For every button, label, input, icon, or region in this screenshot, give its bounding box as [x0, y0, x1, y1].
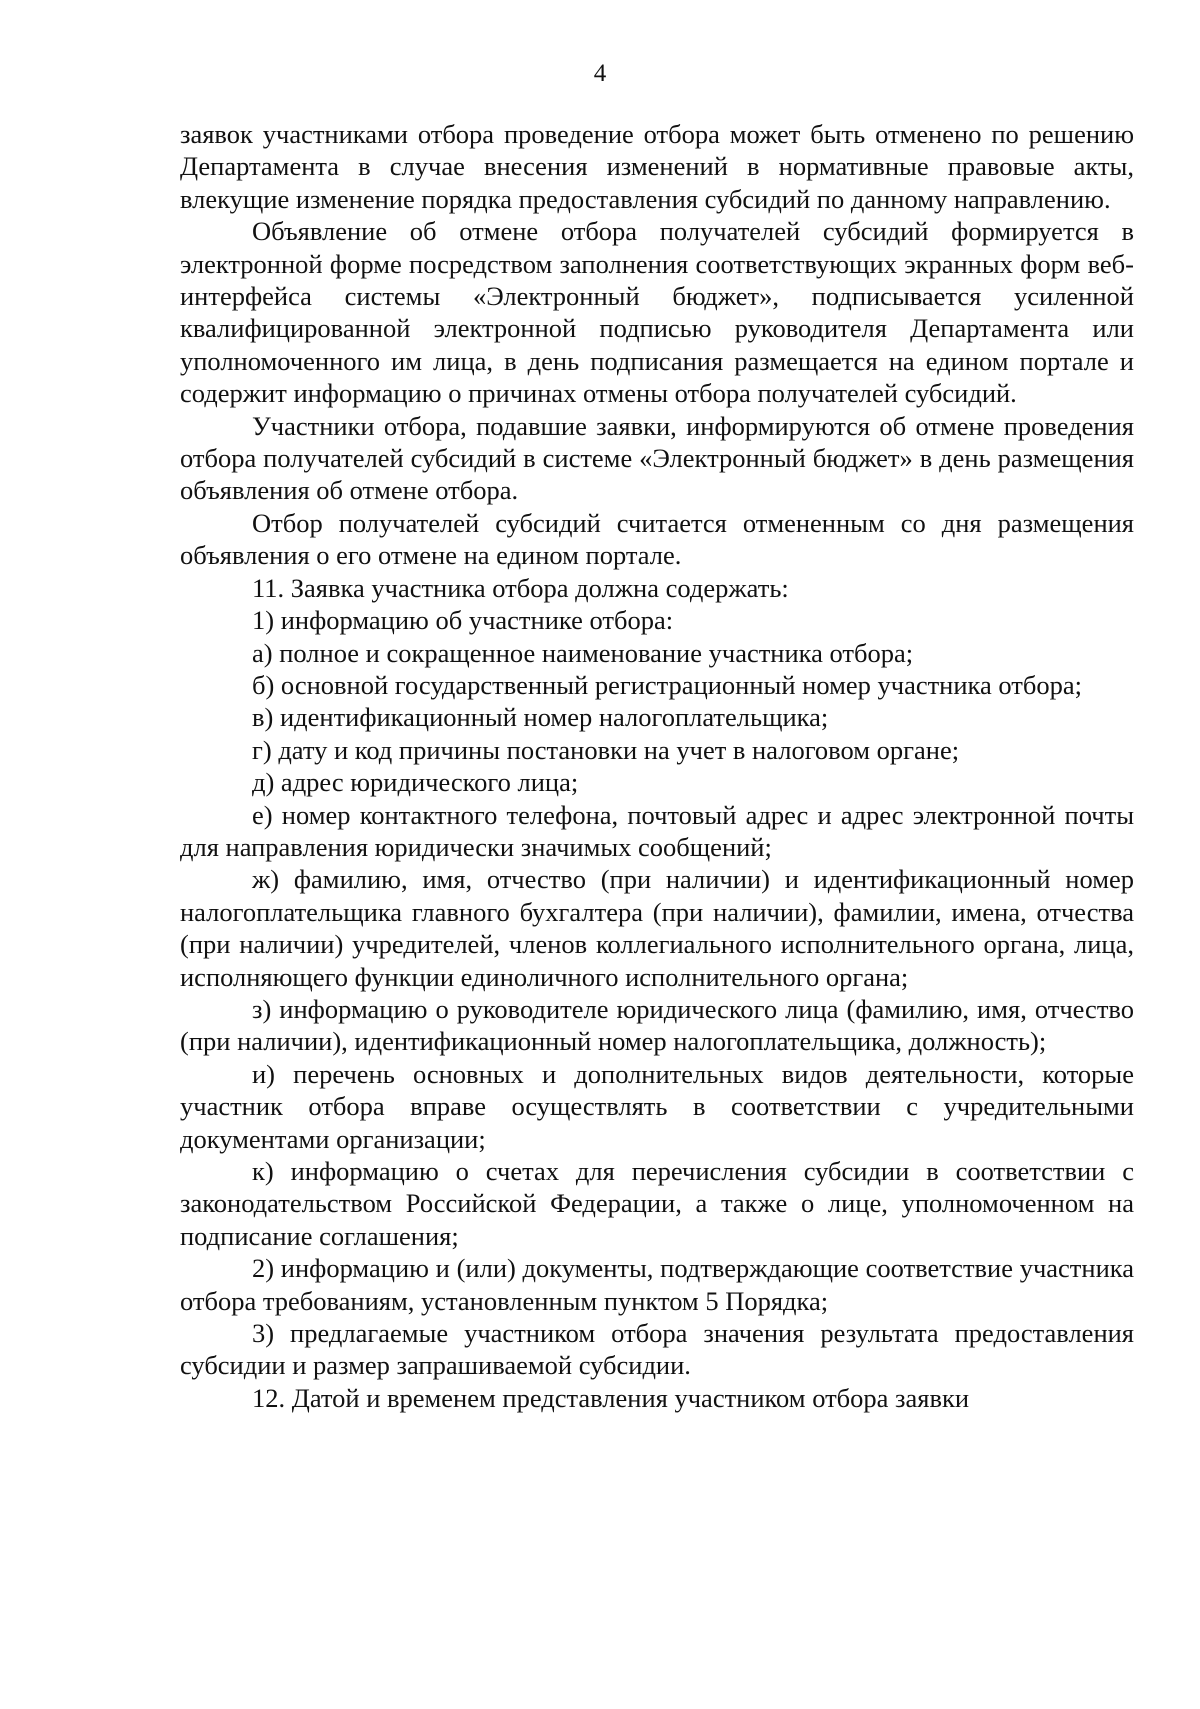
paragraph: е) номер контактного телефона, почтовый адрес и адрес электронной почты для направления юридически значимых сообщений;	[180, 799, 1134, 862]
paragraph: в) идентификационный номер налогоплательщика;	[252, 702, 829, 733]
paragraph: ж) фамилию, имя, отчество (при наличии) и идентификационный номер налогоплательщика главного бухгалтера (при наличии), фамилии, имена, отчества (при наличии) учредителей, членов коллегиального исполнительного органа, лица, исполняющего функции единоличного исполнительного органа;	[180, 864, 1134, 992]
paragraph: к) информацию о счетах для перечисления субсидии в соответствии с законодательством Российской Федерации, а также о лице, уполномоченном на подписание соглашения;	[180, 1156, 1134, 1251]
paragraph: Объявление об отмене отбора получателей субсидий формируется в электронной форме посредством заполнения соответствующих экранных форм веб-интерфейса системы «Электронный бюджет», подписывается усиленной квалифицированной электронной подписью руководителя Департамента или уполномоченного им лица, в день подписания размещается на едином портале и содержит информацию о причинах отмены отбора получателей субсидий.	[180, 216, 1134, 409]
paragraph: 12. Датой и временем представления участником отбора заявки	[252, 1382, 970, 1413]
paragraph: б) основной государственный регистрационный номер участника отбора;	[252, 669, 1082, 700]
paragraph: и) перечень основных и дополнительных видов деятельности, которые участник отбора вправе осуществлять в соответствии с учредительными документами организации;	[180, 1058, 1134, 1154]
paragraph: з) информацию о руководителе юридического лица (фамилию, имя, отчество (при наличии), идентификационный номер налогоплательщика, должность);	[180, 993, 1134, 1057]
paragraph: Участники отбора, подавшие заявки, информируются об отмене проведения отбора получателей субсидий в системе «Электронный бюджет» в день размещения объявления об отмене отбора.	[180, 410, 1134, 506]
paragraph: а) полное и сокращенное наименование участника отбора;	[252, 637, 914, 668]
paragraph: Отбор получателей субсидий считается отмененным со дня размещения объявления о его отмене на едином портале.	[180, 507, 1134, 571]
page-number: 4	[593, 60, 607, 87]
paragraph: 2) информацию и (или) документы, подтверждающие соответствие участника отбора требованиям, установленным пунктом 5 Порядка;	[180, 1253, 1134, 1316]
paragraph: 11. Заявка участника отбора должна содержать:	[252, 572, 789, 603]
document-body	[180, 118, 1134, 1414]
paragraph: г) дату и код причины постановки на учет в налоговом органе;	[252, 734, 960, 765]
paragraph: заявок участниками отбора проведение отбора может быть отменено по решению Департамента в случае внесения изменений в нормативные правовые акты, влекущие изменение порядка предоставления субсидий по данному направлению.	[180, 119, 1134, 214]
paragraph: д) адрес юридического лица;	[252, 767, 579, 798]
paragraph: 3) предлагаемые участником отбора значения результата предоставления субсидии и размер запрашиваемой субсидии.	[180, 1318, 1134, 1381]
paragraph: 1) информацию об участнике отбора:	[252, 605, 674, 636]
